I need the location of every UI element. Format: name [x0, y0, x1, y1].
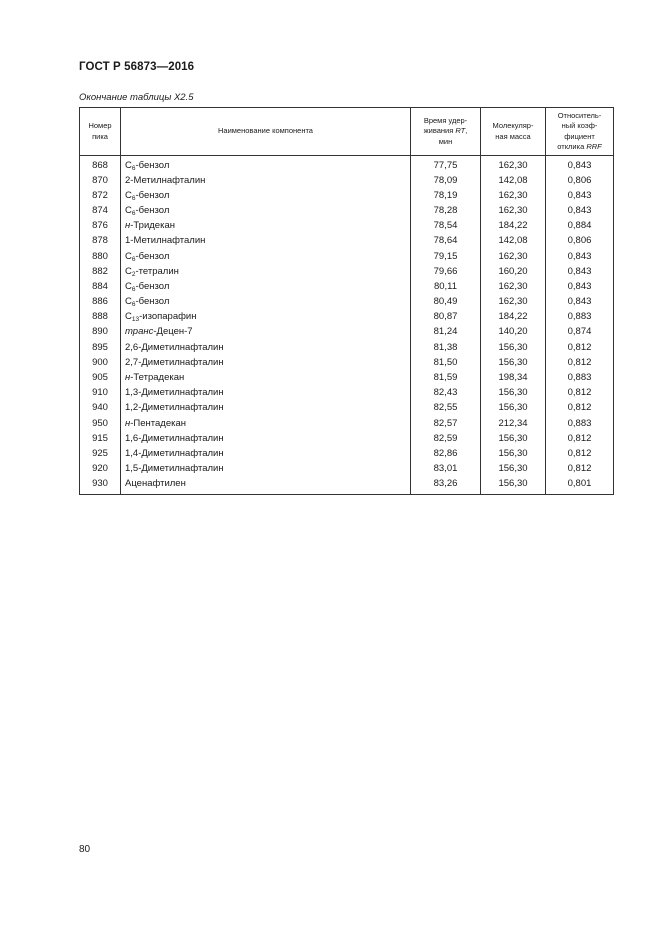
peak-number-cell: 878 — [80, 234, 121, 249]
response-factor-cell: 0,843 — [546, 156, 614, 174]
table-header-row — [80, 108, 614, 156]
name-main: 1,3-Диметилнафталин — [125, 387, 224, 399]
table-row — [80, 462, 614, 477]
component-name-cell — [121, 249, 411, 264]
table-row — [80, 156, 614, 174]
retention-time-cell: 82,86 — [411, 446, 481, 461]
name-main: C — [125, 296, 132, 308]
name-prefix: н — [125, 417, 131, 429]
peak-number-cell: 940 — [80, 401, 121, 416]
molecular-mass-cell: 162,30 — [481, 249, 546, 264]
table-row — [80, 416, 614, 431]
retention-time-cell: 79,66 — [411, 264, 481, 279]
name-main: 1-Метилнафталин — [125, 235, 206, 247]
table-row — [80, 310, 614, 325]
header-component-name: Наименование компонента — [121, 108, 411, 156]
name-subscript: 6 — [131, 255, 136, 263]
response-factor-cell: 0,843 — [546, 264, 614, 279]
response-factor-cell: 0,812 — [546, 431, 614, 446]
response-factor-cell: 0,843 — [546, 188, 614, 203]
table-row — [80, 355, 614, 370]
molecular-mass-cell: 156,30 — [481, 431, 546, 446]
table-row — [80, 295, 614, 310]
name-subscript: 6 — [131, 165, 136, 172]
name-main: -Децен-7 — [153, 326, 193, 338]
name-suffix: -бензол — [135, 296, 170, 308]
peak-number-cell: 880 — [80, 249, 121, 264]
response-factor-cell: 0,812 — [546, 340, 614, 355]
table-row — [80, 173, 614, 188]
component-name-cell — [121, 234, 411, 249]
component-name-cell — [121, 156, 411, 174]
name-main: -Тридекан — [130, 220, 175, 232]
peak-number-cell: 905 — [80, 370, 121, 385]
table-row — [80, 249, 614, 264]
component-name-cell — [121, 401, 411, 416]
component-name-cell — [121, 477, 411, 495]
response-factor-cell: 0,883 — [546, 370, 614, 385]
retention-time-cell: 83,26 — [411, 477, 481, 495]
component-name-cell — [121, 416, 411, 431]
peak-number-cell: 900 — [80, 355, 121, 370]
name-suffix: -тетралин — [135, 265, 179, 277]
peak-number-cell: 876 — [80, 219, 121, 234]
molecular-mass-cell: 198,34 — [481, 370, 546, 385]
molecular-mass-cell: 156,30 — [481, 462, 546, 477]
response-factor-cell: 0,843 — [546, 249, 614, 264]
table-row — [80, 431, 614, 446]
molecular-mass-cell: 162,30 — [481, 203, 546, 218]
peak-number-cell: 895 — [80, 340, 121, 355]
header-response-factor: Относитель- ный коэф- фициент отклика RRF — [546, 108, 614, 156]
table-body — [80, 156, 614, 495]
retention-time-cell: 80,11 — [411, 279, 481, 294]
component-name-cell — [121, 325, 411, 340]
component-name-cell — [121, 462, 411, 477]
retention-time-cell: 79,15 — [411, 249, 481, 264]
response-factor-cell: 0,812 — [546, 401, 614, 416]
component-name-cell — [121, 446, 411, 461]
peak-number-cell: 930 — [80, 477, 121, 495]
name-main: C — [125, 160, 132, 171]
name-subscript: 6 — [131, 209, 136, 217]
molecular-mass-cell: 142,08 — [481, 234, 546, 249]
table-row — [80, 340, 614, 355]
peak-number-cell: 884 — [80, 279, 121, 294]
peak-number-cell: 886 — [80, 295, 121, 310]
name-subscript: 6 — [131, 285, 136, 293]
retention-time-cell: 81,38 — [411, 340, 481, 355]
retention-time-cell: 78,64 — [411, 234, 481, 249]
table-caption: Окончание таблицы X2.5 — [79, 92, 194, 103]
response-factor-cell: 0,883 — [546, 310, 614, 325]
table-row — [80, 446, 614, 461]
table-row — [80, 203, 614, 218]
molecular-mass-cell: 156,30 — [481, 355, 546, 370]
name-main: 2-Метилнафталин — [125, 174, 206, 186]
peak-number-cell: 915 — [80, 431, 121, 446]
retention-time-cell: 82,59 — [411, 431, 481, 446]
document-title: ГОСТ Р 56873—2016 — [79, 61, 195, 73]
response-factor-cell: 0,843 — [546, 295, 614, 310]
molecular-mass-cell: 184,22 — [481, 310, 546, 325]
component-name-cell — [121, 203, 411, 218]
response-factor-cell: 0,812 — [546, 386, 614, 401]
retention-time-cell: 78,28 — [411, 203, 481, 218]
table-row — [80, 188, 614, 203]
name-main: C — [125, 311, 132, 323]
name-suffix: -бензол — [135, 189, 170, 201]
component-name-cell — [121, 370, 411, 385]
name-main: 2,7-Диметилнафталин — [125, 356, 224, 368]
name-main: 1,2-Диметилнафталин — [125, 402, 224, 414]
molecular-mass-cell: 156,30 — [481, 401, 546, 416]
component-name-cell — [121, 355, 411, 370]
name-main: -Тетрадекан — [130, 372, 185, 384]
header-molecular-mass: Молекуляр- ная масса — [481, 108, 546, 156]
table-row — [80, 219, 614, 234]
component-name-cell — [121, 219, 411, 234]
name-suffix: -изопарафин — [139, 311, 197, 323]
peak-number-cell: 868 — [80, 156, 121, 174]
peak-number-cell: 925 — [80, 446, 121, 461]
response-factor-cell: 0,874 — [546, 325, 614, 340]
retention-time-cell: 81,50 — [411, 355, 481, 370]
peak-number-cell: 950 — [80, 416, 121, 431]
table-row — [80, 325, 614, 340]
molecular-mass-cell: 140,20 — [481, 325, 546, 340]
response-factor-cell: 0,806 — [546, 173, 614, 188]
header-peak-number: Номер пика — [80, 108, 121, 156]
component-table — [79, 107, 614, 495]
molecular-mass-cell: 156,30 — [481, 340, 546, 355]
molecular-mass-cell: 184,22 — [481, 219, 546, 234]
peak-number-cell: 882 — [80, 264, 121, 279]
name-main: 1,6-Диметилнафталин — [125, 432, 224, 444]
peak-number-cell: 890 — [80, 325, 121, 340]
retention-time-cell: 81,24 — [411, 325, 481, 340]
component-name-cell — [121, 340, 411, 355]
name-suffix: -бензол — [135, 280, 170, 292]
name-main: -Пентадекан — [130, 417, 187, 429]
name-main: Аценафтилен — [125, 478, 186, 490]
retention-time-cell: 82,55 — [411, 401, 481, 416]
peak-number-cell: 874 — [80, 203, 121, 218]
name-prefix: н — [125, 372, 131, 384]
molecular-mass-cell: 212,34 — [481, 416, 546, 431]
name-main: 2,6-Диметилнафталин — [125, 341, 224, 353]
retention-time-cell: 77,75 — [411, 156, 481, 174]
peak-number-cell: 910 — [80, 386, 121, 401]
molecular-mass-cell: 162,30 — [481, 156, 546, 174]
name-prefix: н — [125, 220, 131, 232]
name-suffix: -бензол — [135, 250, 170, 262]
component-name-cell — [121, 431, 411, 446]
retention-time-cell: 78,19 — [411, 188, 481, 203]
molecular-mass-cell: 162,30 — [481, 295, 546, 310]
response-factor-cell: 0,843 — [546, 279, 614, 294]
component-name-cell — [121, 264, 411, 279]
component-name-cell — [121, 279, 411, 294]
name-main: C — [125, 265, 132, 277]
name-main: C — [125, 204, 132, 216]
name-subscript: 6 — [131, 301, 136, 309]
component-name-cell — [121, 188, 411, 203]
name-main: C — [125, 280, 132, 292]
retention-time-cell: 78,54 — [411, 219, 481, 234]
component-name-cell — [121, 310, 411, 325]
component-name-cell — [121, 295, 411, 310]
name-main: C — [125, 250, 132, 262]
table-row — [80, 370, 614, 385]
table-row — [80, 477, 614, 495]
molecular-mass-cell: 156,30 — [481, 386, 546, 401]
header-retention-time: Время удер- живания RT, мин — [411, 108, 481, 156]
peak-number-cell: 872 — [80, 188, 121, 203]
retention-time-cell: 80,87 — [411, 310, 481, 325]
molecular-mass-cell: 156,30 — [481, 446, 546, 461]
molecular-mass-cell: 162,30 — [481, 279, 546, 294]
molecular-mass-cell: 142,08 — [481, 173, 546, 188]
name-suffix: -бензол — [135, 204, 170, 216]
name-subscript: 2 — [131, 270, 136, 278]
retention-time-cell: 81,59 — [411, 370, 481, 385]
name-suffix: -бензол — [135, 160, 170, 171]
response-factor-cell: 0,812 — [546, 446, 614, 461]
response-factor-cell: 0,801 — [546, 477, 614, 495]
molecular-mass-cell: 162,30 — [481, 188, 546, 203]
retention-time-cell: 82,43 — [411, 386, 481, 401]
name-subscript: 6 — [131, 194, 136, 202]
table-row — [80, 234, 614, 249]
molecular-mass-cell: 160,20 — [481, 264, 546, 279]
table-row — [80, 386, 614, 401]
component-name-cell — [121, 386, 411, 401]
name-prefix: транс — [125, 326, 154, 338]
retention-time-cell: 80,49 — [411, 295, 481, 310]
response-factor-cell: 0,806 — [546, 234, 614, 249]
response-factor-cell: 0,883 — [546, 416, 614, 431]
response-factor-cell: 0,812 — [546, 355, 614, 370]
response-factor-cell: 0,843 — [546, 203, 614, 218]
table-row — [80, 279, 614, 294]
molecular-mass-cell: 156,30 — [481, 477, 546, 495]
table-row — [80, 264, 614, 279]
retention-time-cell: 82,57 — [411, 416, 481, 431]
name-subscript: 13 — [131, 316, 140, 324]
name-main: 1,5-Диметилнафталин — [125, 463, 224, 475]
peak-number-cell: 870 — [80, 173, 121, 188]
component-name-cell — [121, 173, 411, 188]
page-number: 80 — [79, 844, 91, 855]
peak-number-cell: 888 — [80, 310, 121, 325]
name-main: C — [125, 189, 132, 201]
response-factor-cell: 0,884 — [546, 219, 614, 234]
peak-number-cell: 920 — [80, 462, 121, 477]
retention-time-cell: 78,09 — [411, 173, 481, 188]
retention-time-cell: 83,01 — [411, 462, 481, 477]
name-main: 1,4-Диметилнафталин — [125, 447, 224, 459]
response-factor-cell: 0,812 — [546, 462, 614, 477]
table-row — [80, 401, 614, 416]
